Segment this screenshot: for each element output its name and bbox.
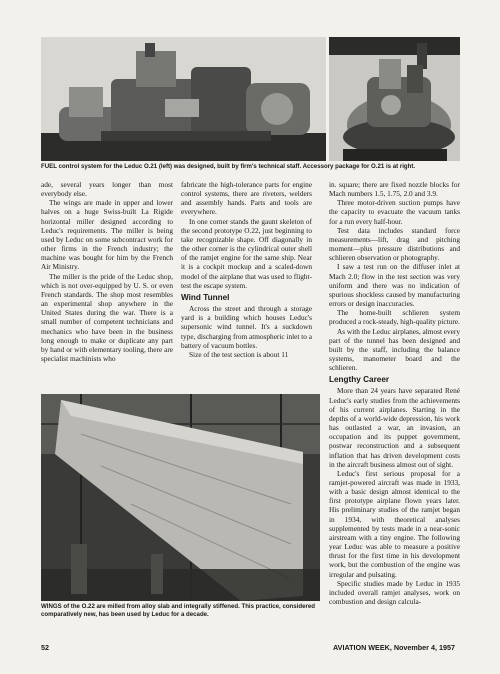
paragraph: fabricate the high-tolerance parts for engine control systems, there are riveters, welders and assembly hands. Parts and tools are everywhere. xyxy=(181,180,312,217)
top-photo-caption xyxy=(41,163,461,171)
paragraph: Leduc's first serious proposal for a ramjet-powered aircraft was made in 1933, with a basic design almost identical to the first prototype airplane flown years later. His preliminary studies of the ramjet began in 1934, with theoretical analyses supplemented by tests made in a near-sonic airstream with a tiny engine. The following year Leduc was able to measure a positive thrust for the first time in his development work, but the combustion of the engine was irregular and pulsating. xyxy=(329,468,460,579)
paragraph: Specific studies made by Leduc in 1935 included overall ramjet analyses, work on combustion and design calcula- xyxy=(329,578,460,607)
text-column-3 xyxy=(329,180,460,606)
caption-lead-fuel: FUEL xyxy=(41,163,57,170)
paragraph: Three motor-driven suction pumps have the capacity to evacuate the vacuum tanks for a run every half-hour. xyxy=(329,198,460,226)
page-number: 52 xyxy=(41,643,49,652)
caption-text-fuel: control system for the Leduc O.21 (left) was designed, built by firm's technical staff. Accessory package for O.21 is at right. xyxy=(56,163,416,170)
paragraph: Across the street and through a storage yard is a building which houses Leduc's supersonic wind tunnel. It's a suckdown type, discharging from atmospheric inlet to a battery of vacuum bottles. xyxy=(181,304,312,350)
paragraph: I saw a test run on the diffuser inlet at Mach 2.0; flow in the test section was very uniform and there was no indication of spurious shockless caused by manufacturing errors or design inaccuracies. xyxy=(329,262,460,309)
paragraph: The home-built schlieren system produced a rock-steady, high-quality picture. xyxy=(329,308,460,327)
paragraph: In one corner stands the gaunt skeleton of the second prototype O.22, just beginning to take recognizable shape. Off diagonally in the other corner is the cylindrical outer shell of the ramjet engine for the same ship. Near it is a cockpit mockup and a scaled-down model of the airplane that was used to flight-test the escape system. xyxy=(181,216,312,290)
paragraph: Size of the test section is about 11 xyxy=(189,349,289,359)
caption-lead-wings: WINGS xyxy=(41,603,62,610)
fuel-control-photo xyxy=(41,37,326,161)
fuel-control-illustration xyxy=(41,37,326,161)
paragraph: The wings are made in upper and lower halves on a huge Swiss-built La Rigide horizontal miller designed according to Leduc's requirements. The miller is being used by Leduc on some subcontract work for other firms in the French industry; the machine was bought for him by the French Air Ministry. xyxy=(41,198,173,272)
section-heading-lengthy-career: Lengthy Career xyxy=(329,375,390,385)
wings-illustration xyxy=(41,394,320,601)
bottom-photo-caption xyxy=(41,603,321,619)
paragraph: Test data includes standard force measurements—lift, drag and pitching moment—plus pressure distributions and schlieren observation or photography. xyxy=(329,225,460,263)
paragraph: in. square; there are fixed nozzle blocks for Mach numbers 1.5, 1.75, 2.0 and 3.9. xyxy=(329,180,460,199)
accessory-package-photo xyxy=(329,37,460,161)
wings-photo xyxy=(41,394,320,601)
paragraph: The miller is the pride of the Leduc shop, which is not over-equipped by U. S. or even French standards. The shop most resembles an experimental shop anywhere in the United States during the war. There is a small number of competent technicians and mechanics who have been in the business long enough to make or duplicate any part by hand or with elementary tooling, there are specialist machinists who xyxy=(41,271,173,363)
caption-text-wings: of the O.22 are milled from alloy slab and integrally stiffened. This practice, considered comparatively new, has been used by Leduc for a decade. xyxy=(41,603,315,618)
accessory-package-illustration xyxy=(329,37,460,161)
text-column-2 xyxy=(181,180,312,359)
issue-line: AVIATION WEEK, November 4, 1957 xyxy=(333,643,455,652)
text-column-1 xyxy=(41,180,173,363)
paragraph: More than 24 years have separated René Leduc's early studies from the achievements of his current airplanes. Starting in the depths of a world-wide depression, his work has outlasted a war, an invasion, an occupation and its puppet government, postwar reconstruction and a subsequent inflation that has driven development costs in the aircraft business almost out of sight. xyxy=(329,386,460,469)
paragraph: ade, several years longer than most everybody else. xyxy=(41,180,173,199)
paragraph: As with the Leduc airplanes, almost every part of the tunnel has been designed and built by the staff, including the balance systems, manometer board and the schlieren. xyxy=(329,326,460,373)
section-heading-wind-tunnel: Wind Tunnel xyxy=(181,292,230,302)
